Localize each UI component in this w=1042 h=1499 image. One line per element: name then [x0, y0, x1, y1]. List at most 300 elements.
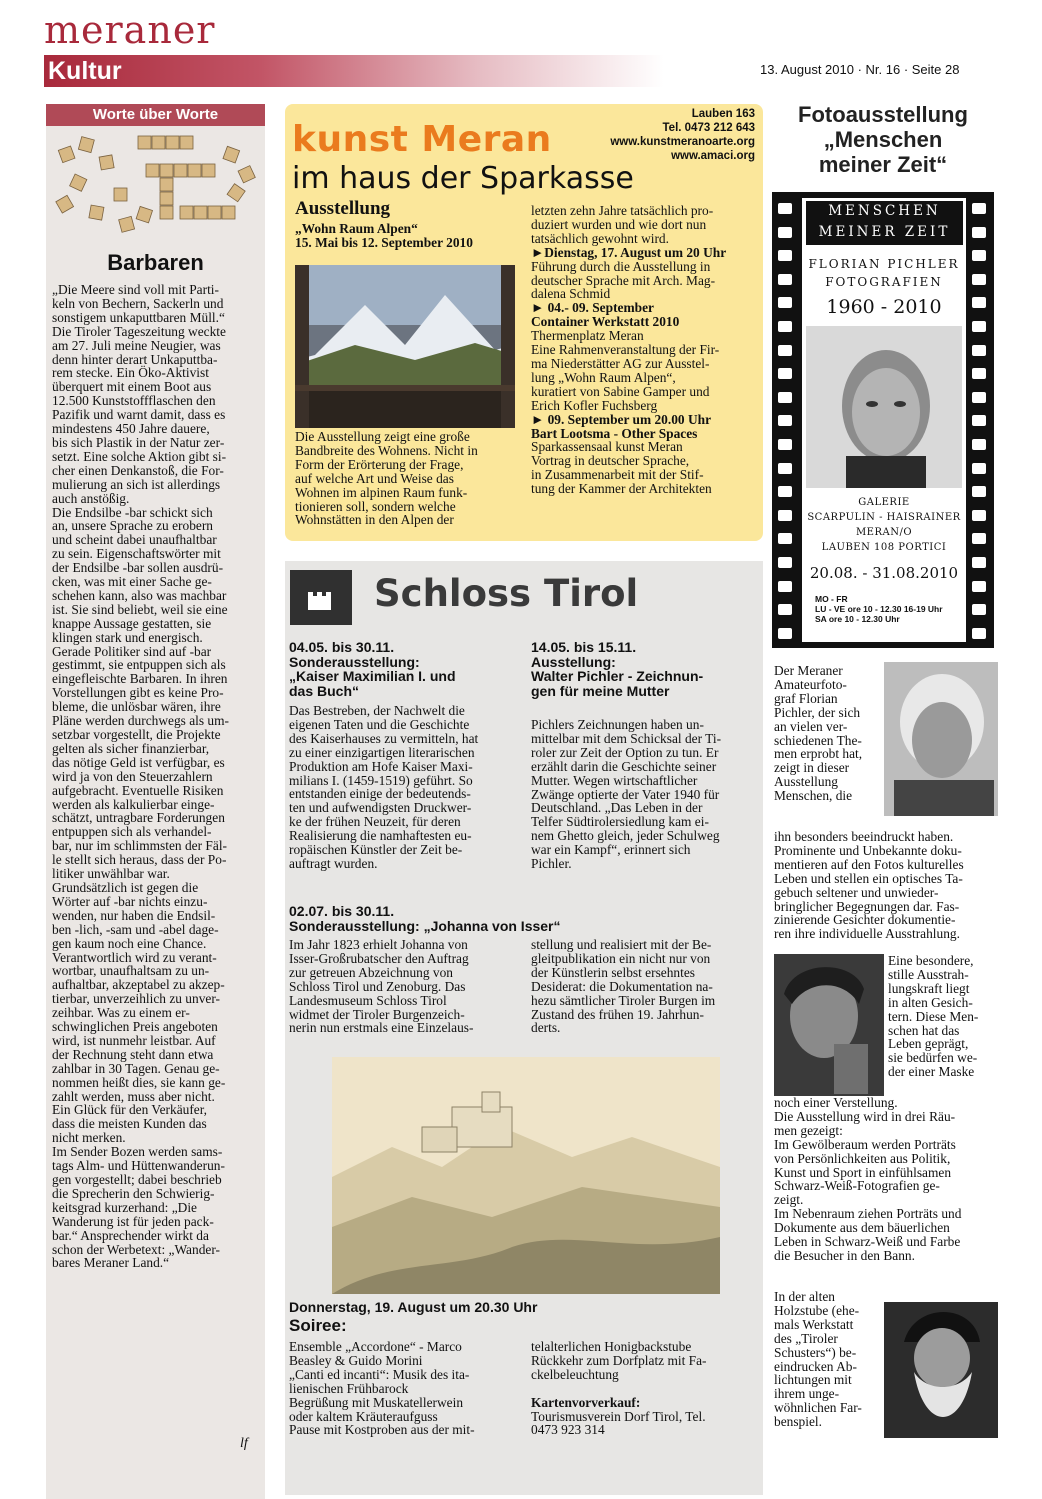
woman-portrait-photo	[806, 326, 962, 488]
article-title: Barbaren	[107, 250, 204, 275]
text-line: ist. Sie sind beliebt, weil sie eine	[52, 601, 228, 617]
text-line: die Besucher in den Bann.	[774, 1247, 915, 1263]
film-hole	[972, 486, 986, 497]
text-line: nerin nun erstmals eine Einzelaus-	[289, 1020, 474, 1036]
section-title: Kultur	[48, 57, 122, 85]
text-line: zur getreuen Abzeichnung von	[289, 964, 453, 980]
film-hole	[778, 345, 792, 356]
text-line: keln von Bechern, Sackerln und	[52, 295, 224, 311]
text-line: Zwänge optierte der Vater 1940 für	[531, 786, 720, 802]
text-line: zeigt in dieser	[774, 760, 850, 776]
pichler-text	[531, 718, 755, 871]
soiree-date: Donnerstag, 19. August um 20.30 Uhr	[289, 1299, 538, 1315]
film-hole	[778, 486, 792, 497]
text-line: Im Gewölberaum werden Porträts	[774, 1136, 956, 1152]
text-line: Ausstellung	[774, 774, 838, 790]
text-line: bleme, die unlösbar wären, ihre	[52, 699, 221, 715]
poster-line: FLORIAN PICHLER	[808, 257, 960, 271]
text-line: cken, was mit einer Sache ge-	[52, 574, 212, 590]
text-line: Leben und stellen ein optisches Ta-	[774, 870, 963, 886]
poster-line: MO - FR	[815, 594, 848, 604]
text-line: ► 04.- 09. September	[531, 300, 654, 316]
text-line: ihn besonders beeindruckt haben.	[774, 829, 954, 844]
text-line: Ein Glück für den Verkäufer,	[52, 1102, 208, 1118]
film-hole	[778, 463, 792, 474]
text-line: duziert wurden und wie dort nun	[531, 216, 707, 232]
poster-line: LU - VE ore 10 - 12.30 16-19 Uhr	[815, 604, 943, 614]
text-line: entpuppen sich als verhandel-	[52, 824, 212, 840]
kunst-text-left	[295, 430, 513, 527]
text-line: Kartenvorverkauf:	[531, 1394, 641, 1410]
text-line: sonstigem unkaputtbaren Müll.“	[52, 309, 225, 325]
poster-dates: 20.08. - 31.08.2010	[809, 564, 959, 582]
film-hole	[972, 628, 986, 639]
poster-line: LAUBEN 108 PORTICI	[821, 542, 947, 553]
text-line: Prominente und Unbekannte doku-	[774, 842, 962, 858]
heading-line: „Kaiser Maximilian I. und	[289, 668, 456, 684]
poster-line: MERAN/O	[855, 527, 913, 538]
text-line: Deutschland. „Das Leben in der	[531, 800, 703, 816]
film-hole	[972, 345, 986, 356]
text-line: bis sich Plastik in der Natur zer-	[52, 434, 225, 450]
text-line: nem Ghetto gleich, jeder Schulweg	[531, 828, 720, 844]
old-woman-photo	[884, 662, 998, 816]
film-hole	[972, 581, 986, 592]
text-line: ke der frühen Neuzeit, für deren	[289, 814, 461, 830]
text-line: graf Florian	[774, 690, 838, 706]
text-line: schon der Werbetext: „Wander-	[52, 1241, 220, 1257]
text-line: Container Werkstatt 2010	[531, 314, 680, 330]
text-line: Form der Erörterung der Frage,	[295, 456, 464, 472]
soiree-title: Soiree:	[289, 1316, 347, 1335]
film-hole	[972, 203, 986, 214]
text-line: Produktion am Hofe Kaiser Maxi-	[289, 758, 473, 774]
text-line: war ein Kampf“, erinnert sich	[531, 842, 691, 858]
text-line: Isser-Großrubatscher den Auftrag	[289, 950, 469, 966]
film-hole	[972, 604, 986, 615]
title-line: meiner Zeit“	[818, 152, 948, 177]
film-hole	[972, 274, 986, 285]
text-line: milians I. (1459-1519) geführt. So	[289, 772, 473, 788]
foto-text-2	[888, 954, 996, 1079]
poster-line: MENSCHEN	[828, 203, 941, 219]
poster-line: GALERIE	[858, 497, 910, 508]
text-line: der Künstlerin selbst ersehntes	[531, 964, 695, 980]
text-line: Pichlers Zeichnungen haben un-	[531, 717, 704, 732]
maximilian-heading	[289, 640, 514, 698]
text-line: Menschen, die	[774, 788, 853, 804]
kunst-contact-block	[590, 107, 755, 163]
text-line: lungskraft liegt	[888, 980, 970, 996]
text-line: Pause mit Kostproben aus der mit-	[289, 1422, 475, 1438]
issue-date: 13. August 2010 · Nr. 16 · Seite 28	[760, 62, 960, 77]
heading-line: 02.07. bis 30.11.	[289, 903, 395, 919]
text-line: Wörter auf -bar nichts einzu-	[52, 893, 208, 909]
text-line: cher einen Denkanstoß, die For-	[52, 462, 224, 478]
section-bar	[44, 55, 664, 87]
text-line: Tourismusverein Dorf Tirol, Tel.	[531, 1408, 706, 1424]
text-line: der Rechnung steht dann etwa	[52, 1046, 214, 1062]
film-hole	[778, 415, 792, 426]
film-hole	[972, 533, 986, 544]
text-line: schen hat das	[888, 1022, 960, 1038]
text-line: Sparkassensaal kunst Meran	[531, 439, 683, 455]
text-line: in Zusammenarbeit mit der Stif-	[531, 467, 704, 483]
film-hole	[778, 604, 792, 615]
text-line: Kunst und Sport in einfühlsamen	[774, 1164, 952, 1180]
text-line: men erprobt hat,	[774, 746, 863, 762]
text-line: aufhaltbar, akzeptabel zu akzep-	[52, 977, 225, 993]
text-line: eindrucken Ab-	[774, 1358, 857, 1374]
text-line: ihrem unge-	[774, 1386, 840, 1402]
text-line: mals Werkstatt	[774, 1316, 854, 1332]
foto-text-1	[774, 664, 880, 803]
contact-line: Tel. 0473 212 643	[662, 122, 755, 134]
isser-heading	[289, 904, 759, 933]
text-line: Eine Rahmenveranstaltung der Fir-	[531, 342, 720, 358]
text-line: Pläne werden durchwegs als um-	[52, 713, 230, 729]
text-line: mulierung an sich ist allerdings	[52, 476, 221, 492]
text-line: Thermenplatz Meran	[531, 328, 644, 344]
text-line: auf welche Art und Weise das	[295, 470, 454, 486]
title-line: „Menschen	[823, 127, 943, 152]
contact-line: www.kunstmeranoarte.org	[610, 136, 755, 148]
text-line: Landesmuseum Schloss Tirol	[289, 992, 447, 1008]
heading-line: 04.05. bis 30.11.	[289, 639, 395, 655]
film-hole	[972, 463, 986, 474]
film-hole	[778, 368, 792, 379]
text-line: Bart Lootsma - Other Spaces	[531, 425, 698, 441]
text-line: Gerade Politiker sind auf -bar	[52, 643, 212, 659]
text-line: tionieren soll, sondern welche	[295, 498, 456, 514]
text-line: „Canti ed incanti“: Musik des ita-	[289, 1366, 470, 1382]
text-line: werden als kalkulierbar einge-	[52, 796, 215, 812]
text-line: Im Nebenraum ziehen Porträts und	[774, 1206, 962, 1222]
film-hole	[778, 510, 792, 521]
masthead-logo: meraner	[44, 8, 216, 52]
text-line: von Persönlichkeiten aus Politik,	[774, 1150, 951, 1166]
text-line: zu sein. Eigenschaftswörter mit	[52, 546, 221, 562]
maximilian-text	[289, 704, 513, 871]
text-line: lichtungen mit	[774, 1372, 852, 1388]
film-hole	[778, 581, 792, 592]
poster-line: SA ore 10 - 12.30 Uhr	[815, 614, 900, 624]
text-line: Der Meraner	[774, 663, 843, 678]
text-line: Im Sender Bozen werden sams-	[52, 1144, 223, 1160]
text-line: In der alten	[774, 1289, 835, 1304]
text-line: wortbar, unaufhaltsam zu un-	[52, 963, 210, 979]
kunst-text-right	[531, 204, 756, 496]
text-line: zeigt.	[774, 1192, 804, 1208]
text-line: litiker unwählbar war.	[52, 866, 170, 882]
text-line: nicht merken.	[52, 1130, 126, 1146]
exhibition-line: 15. Mai bis 12. September 2010	[295, 235, 473, 250]
poster-line: SCARPULIN - HAISRAINER	[807, 512, 961, 523]
text-line: tierbar, unverzeihlich zu unver-	[52, 991, 220, 1007]
text-line: des Kaiserhauses zu vermitteln, hat	[289, 730, 479, 746]
text-line: Führung durch die Ausstellung in	[531, 258, 711, 274]
text-line: Leben in Schwarz-Weiß und Farbe	[774, 1234, 961, 1250]
text-line: Schloss Tirol und Zenoburg. Das	[289, 978, 466, 994]
text-line: gen kaum noch eine Chance.	[52, 935, 207, 951]
heading-line: Sonderausstellung: „Johanna von Isser“	[289, 917, 561, 934]
text-line: Telfer Südtirolersiedlung kam ei-	[531, 814, 709, 830]
text-line: deutscher Sprache mit Arch. Mag-	[531, 272, 716, 288]
text-line: schwinglichen Preis angeboten	[52, 1019, 218, 1035]
kunst-meran-subtitle: im haus der Sparkasse	[292, 161, 634, 196]
film-hole	[972, 415, 986, 426]
text-line: des „Tiroler	[774, 1330, 838, 1346]
text-line: überquert mit einem Boot aus	[52, 379, 212, 395]
text-line: gebuch seltener und unwieder-	[774, 884, 939, 900]
text-line: eigenen Taten und die Geschichte	[289, 716, 470, 732]
text-line: Verantwortlich wird zu verant-	[52, 949, 217, 965]
text-line: Pichler, der sich	[774, 704, 861, 720]
text-line: aufgebracht. Eventuelle Risiken	[52, 782, 224, 798]
text-line: ren ihre individuelle Ausstrahlung.	[774, 926, 960, 942]
text-line: 12.500 Kunststoffflaschen den	[52, 393, 216, 409]
heading-line: das Buch“	[289, 682, 360, 699]
text-line: zahlt werden, muss aber nicht.	[52, 1088, 215, 1104]
text-line: und scheint dabei unaufhaltbar	[52, 532, 217, 548]
contact-line: Lauben 163	[691, 108, 755, 120]
text-line: eingefleischte Barbaren. In ihren	[52, 671, 228, 687]
text-line: Vortrag in deutscher Sprache,	[531, 453, 690, 469]
text-line: widmet der Tiroler Burgenzeich-	[289, 1006, 465, 1022]
text-line: Dokumente aus dem bäuerlichen	[774, 1220, 950, 1236]
text-line: nommen heißt dies, sie kann ge-	[52, 1074, 226, 1090]
text-line: Vorstellungen gibt es keine Pro-	[52, 685, 224, 701]
schloss-tirol-title: Schloss Tirol	[374, 572, 639, 615]
text-line: Die Endsilbe -bar schickt sich	[52, 504, 213, 520]
text-line: hezu sämtlicher Tiroler Burgen im	[531, 992, 716, 1008]
text-line: letzten zehn Jahre tatsächlich pro-	[531, 203, 714, 218]
film-hole	[778, 297, 792, 308]
poster-hours	[815, 594, 965, 624]
text-line: 0473 923 314	[531, 1422, 605, 1438]
film-hole	[972, 557, 986, 568]
text-line: auch anstößig.	[52, 490, 130, 506]
text-line: Amateurfoto-	[774, 676, 847, 692]
text-line: zu einer einzigartigen literarischen	[289, 744, 475, 760]
film-hole	[778, 274, 792, 285]
text-line: schehen kann, also was machbar	[52, 587, 227, 603]
film-hole	[972, 510, 986, 521]
text-line: erzählt darin die Geschichte seiner	[531, 758, 717, 774]
text-line: gleitpublikation ein nicht nur von	[531, 950, 711, 966]
exhibition-title-dates	[295, 222, 473, 250]
poster-header	[806, 201, 963, 245]
heading-line: gen für meine Mutter	[531, 682, 670, 699]
text-line: Holzstube (ehe-	[774, 1302, 860, 1318]
kunst-meran-title: kunst Meran	[292, 119, 552, 160]
foto-text-1b	[774, 830, 996, 941]
text-line: sie bedürfen we-	[888, 1050, 978, 1066]
text-line: schiedenen The-	[774, 732, 862, 748]
soiree-text-left	[289, 1340, 513, 1437]
text-line: ropäischen Künstler der Zeit be-	[289, 842, 463, 858]
text-line: Die Ausstellung zeigt eine große	[295, 429, 470, 444]
text-line: keitsgrad kurzerhand: „Die	[52, 1199, 198, 1215]
text-line: Mutter. Wegen wirtschaftlicher	[531, 772, 698, 788]
bearded-man-photo	[884, 1302, 998, 1438]
text-line: Schwarz-Weiß-Fotografien ge-	[774, 1178, 940, 1194]
text-line: Beasley & Guido Morini	[289, 1352, 423, 1368]
text-line: Schusters“) be-	[774, 1344, 857, 1360]
poster-line: FOTOGRAFIEN	[825, 275, 943, 289]
text-line: Pazifik und warnt damit, dass es	[52, 407, 226, 423]
text-line: Desiderat: die Dokumentation na-	[531, 978, 713, 994]
foto-text-4	[774, 1290, 880, 1429]
text-line: kuratiert von Sabine Gamper und	[531, 383, 710, 399]
text-line: oder kaltem Kräuteraufguss	[289, 1408, 438, 1424]
text-line: wird, ist nunmehr leistbar. Auf	[52, 1032, 216, 1048]
text-line: ► 09. September um 20.00 Uhr	[531, 411, 712, 427]
text-line: mindestens 450 Jahre dauere,	[52, 421, 210, 437]
text-line: klingen stark und energisch.	[52, 629, 203, 645]
text-line: an, unsere Sprache zu erobern	[52, 518, 213, 534]
text-line: das nötige Geld ist verfügbar, es	[52, 754, 225, 770]
text-line: zinierende Gesichter dokumentie-	[774, 912, 956, 928]
text-line: le stellt sich heraus, dass der Po-	[52, 852, 227, 868]
text-line: tung der Kammer der Architekten	[531, 481, 712, 497]
text-line: bar, nur im schlimmsten der Fäl-	[52, 838, 227, 854]
text-line: Pichler.	[531, 856, 572, 872]
text-line: entstanden einige der bedeutends-	[289, 786, 471, 802]
film-hole	[972, 439, 986, 450]
text-line: bares Meraner Land.“	[52, 1255, 170, 1271]
author-signature: lf	[240, 1436, 248, 1451]
film-hole	[778, 321, 792, 332]
heading-line: 14.05. bis 15.11.	[531, 639, 637, 655]
castle-icon	[290, 570, 352, 625]
text-line: an vielen ver-	[774, 718, 848, 734]
text-line: Wanderung ist für jeden pack-	[52, 1213, 214, 1229]
text-line: stille Ausstrah-	[888, 966, 969, 982]
text-line: Rückkehr zum Dorfplatz mit Fa-	[531, 1352, 707, 1368]
heading-line: Ausstellung:	[531, 653, 616, 670]
text-line: tern. Diese Men-	[888, 1008, 979, 1024]
text-line: ten und aufwendigsten Druckwer-	[289, 800, 472, 816]
contact-line: www.amaci.org	[671, 150, 755, 162]
text-line: tags Alm- und Hüttenwanderun-	[52, 1158, 225, 1174]
film-hole	[778, 439, 792, 450]
text-line: benspiel.	[774, 1414, 822, 1430]
text-line: Realisierung die namhaftesten eu-	[289, 828, 472, 844]
text-line: schätzt, untragbare Forderungen	[52, 810, 225, 826]
heading-line: Walter Pichler - Zeichnun-	[531, 668, 704, 684]
film-hole	[778, 628, 792, 639]
poster-line: MEINER ZEIT	[818, 224, 951, 240]
text-line: tatsächlich gewohnt wird.	[531, 230, 669, 246]
text-line: wenden, nur haben die Endsil-	[52, 907, 216, 923]
heading-line: Sonderausstellung:	[289, 653, 420, 670]
text-line: Begrüßung mit Muskatellerwein	[289, 1394, 464, 1410]
text-line: ckelbeleuchtung	[531, 1366, 619, 1382]
text-line: noch einer Verstellung.	[774, 1095, 898, 1110]
text-line: zeihbar. Was zu einem er-	[52, 1005, 190, 1021]
text-line: Leben geprägt,	[888, 1036, 969, 1052]
text-line: wird ja von den Steuerzahlern	[52, 768, 213, 784]
poster-years: 1960 - 2010	[826, 296, 942, 318]
scrabble-tiles-image	[50, 128, 262, 240]
text-line: die Sprecherin den Schwierig-	[52, 1185, 215, 1201]
text-line: Wohnstätten in den Alpen der	[295, 512, 454, 528]
man-portrait-photo	[774, 954, 884, 1096]
film-hole	[972, 368, 986, 379]
soiree-text-right	[531, 1340, 755, 1437]
text-line: Eine besondere,	[888, 953, 974, 968]
text-line: „Die Meere sind voll mit Parti-	[52, 282, 219, 297]
text-line: ben -lich, -sam und -abel dage-	[52, 921, 219, 937]
text-line: Wohnen im alpinen Raum funk-	[295, 484, 468, 500]
film-hole	[778, 227, 792, 238]
article-body	[52, 283, 262, 1270]
text-line: dalena Schmid	[531, 286, 611, 302]
text-line: der Endsilbe -bar sollen ausdrü-	[52, 560, 224, 576]
text-line: derts.	[531, 1020, 561, 1036]
text-line: Zustand des frühen 19. Jahrhun-	[531, 1006, 704, 1022]
text-line: setzbar vorgestellt, die Projekte	[52, 727, 221, 742]
text-line: zahlbar in 30 Tagen. Genau ge-	[52, 1060, 220, 1076]
text-line: am 27. Juli meine Neugier, was	[52, 337, 221, 353]
pichler-heading	[531, 640, 756, 698]
poster-photographer	[802, 255, 966, 291]
text-line: men gezeigt:	[774, 1122, 843, 1138]
text-line: dass die meisten Kunden das	[52, 1116, 207, 1132]
isser-text-right	[531, 938, 755, 1035]
text-line: Das Bestreben, der Nachwelt die	[289, 703, 465, 718]
text-line: mentieren auf den Fotos kulturelles	[774, 856, 964, 872]
film-hole	[778, 533, 792, 544]
text-line: der einer Maske	[888, 1064, 975, 1080]
text-line: ►Dienstag, 17. August um 20 Uhr	[531, 244, 727, 260]
text-line: roler zur Zeit der Option zu tun. Er	[531, 744, 719, 760]
text-line: wöhnlichen Far-	[774, 1400, 862, 1416]
text-line: Grundsätzlich ist gegen die	[52, 879, 199, 895]
film-hole	[972, 297, 986, 308]
text-line: bringlicher Begegnungen dar. Fas-	[774, 898, 960, 914]
text-line: ma Niederstätter AG zur Ausstel-	[531, 355, 710, 371]
film-hole	[972, 321, 986, 332]
film-hole	[778, 392, 792, 403]
text-line: auftragt wurden.	[289, 855, 378, 871]
text-line: Bandbreite des Wohnens. Nicht in	[295, 442, 478, 458]
text-line: lung „Wohn Raum Alpen“,	[531, 369, 676, 385]
poster-gallery	[802, 495, 966, 555]
text-line: Die Ausstellung wird in drei Räu-	[774, 1108, 956, 1124]
text-line: Die Tiroler Tageszeitung weckte	[52, 323, 226, 339]
text-line: Im Jahr 1823 erhielt Johanna von	[289, 937, 468, 952]
text-line: rem stecke. Ein Öko-Aktivist	[52, 365, 209, 381]
text-line: gen vorgestellt; dabei beschrieb	[52, 1172, 222, 1187]
film-hole	[778, 203, 792, 214]
text-line: setzt. Eine solche Aktion gibt si-	[52, 448, 227, 464]
column-heading: Worte über Worte	[46, 104, 265, 126]
exhibition-line: „Wohn Raum Alpen“	[295, 221, 418, 236]
text-line: lienischen Frühbarock	[289, 1380, 409, 1396]
film-hole	[778, 557, 792, 568]
text-line: gestimmt, sie entpuppen sich als	[52, 657, 226, 673]
castle-drawing-image	[332, 1057, 720, 1294]
title-line: Fotoausstellung	[798, 102, 968, 127]
text-line: telalterlichen Honigbackstube	[531, 1339, 692, 1354]
exhibition-label: Ausstellung	[295, 198, 391, 219]
text-line: gelten als sicher finanzierbar,	[52, 740, 210, 756]
text-line: in alten Gesich-	[888, 994, 973, 1010]
text-line: bar.“ Ansprechender wirkt da	[52, 1227, 209, 1243]
text-line: knappe Aussage gestatten, sie	[52, 615, 212, 631]
